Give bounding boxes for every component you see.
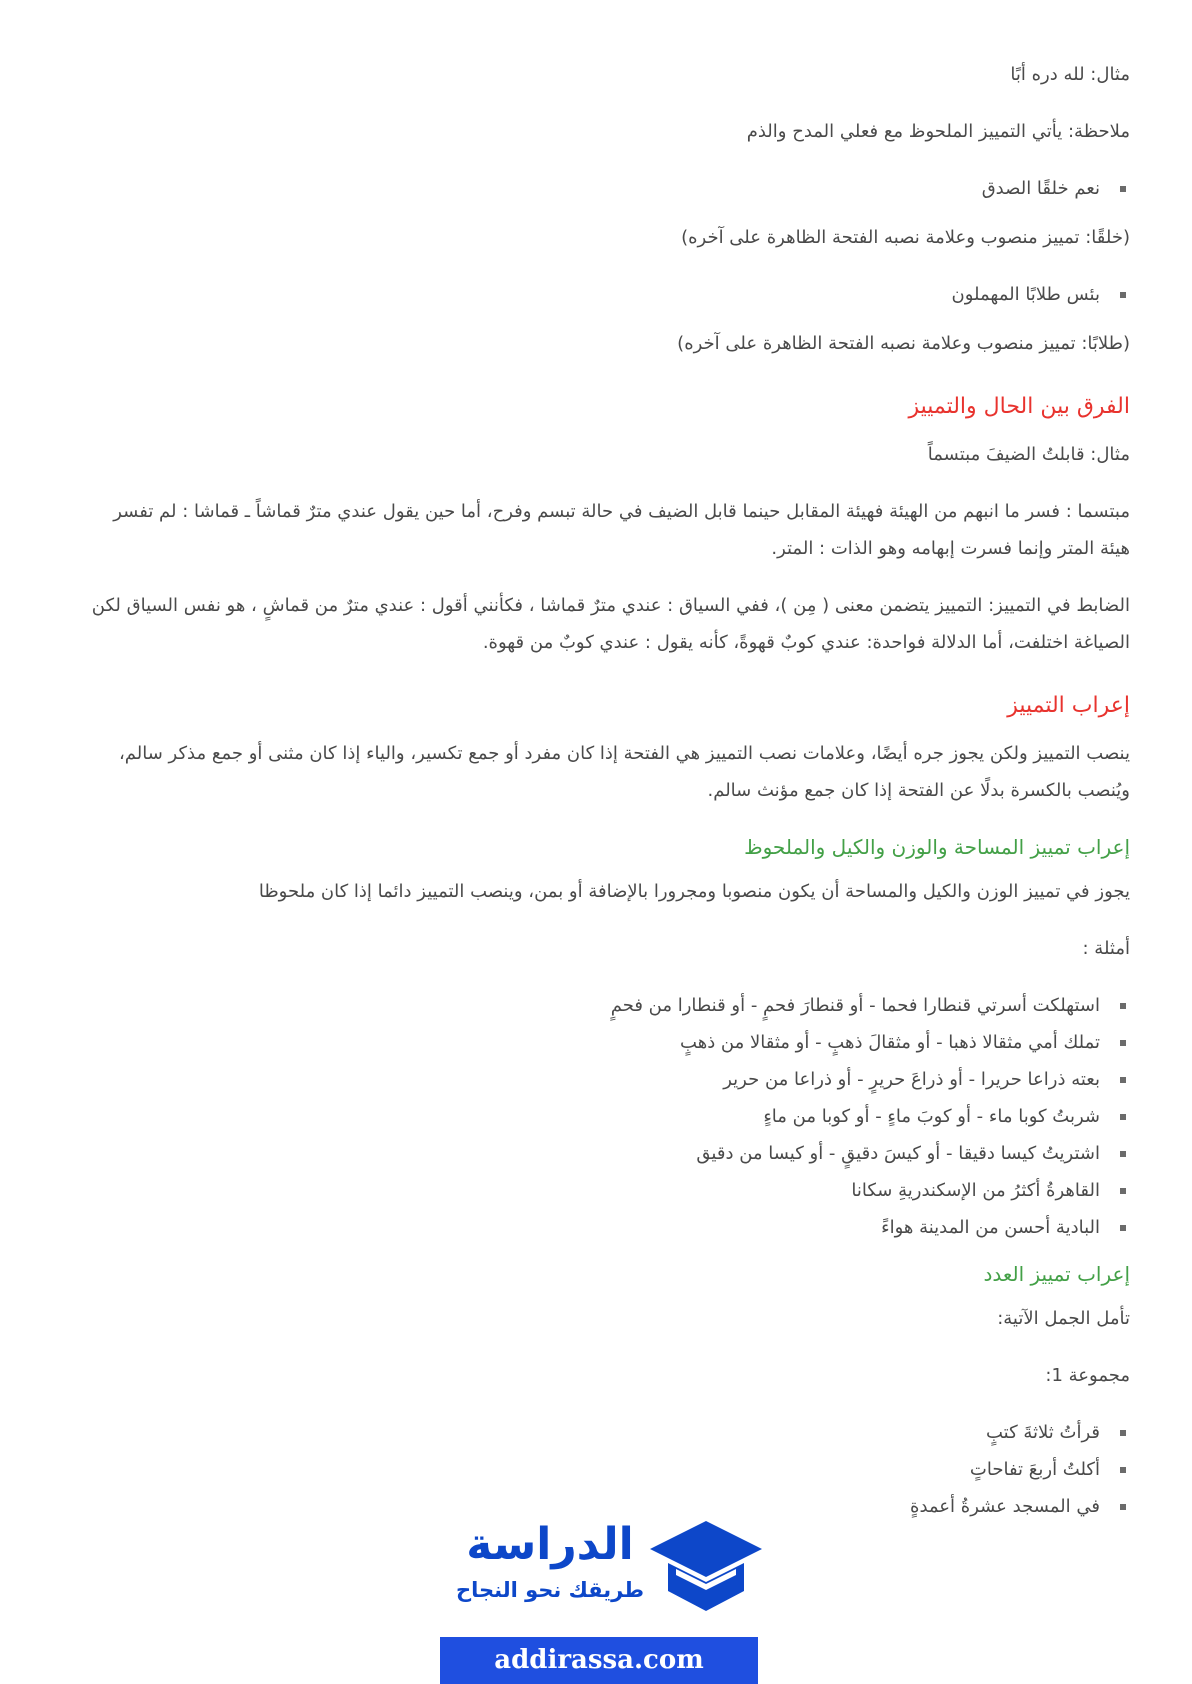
list-item: أكلتُ أربعَ تفاحاتٍ	[80, 1451, 1130, 1488]
list-item: قرأتُ ثلاثةَ كتبٍ	[80, 1414, 1130, 1451]
example-text: مثال: قابلتُ الضيفَ مبتسماً	[927, 444, 1130, 465]
list-item: البادية أحسن من المدينة هواءً	[80, 1209, 1130, 1246]
section-heading-parsing: إعراب التمييز	[1007, 693, 1130, 718]
subsection-heading-number: إعراب تمييز العدد	[983, 1262, 1130, 1286]
brand-tagline: طريقك نحو النجاح	[455, 1578, 644, 1602]
bullet-list	[80, 170, 1130, 207]
examples-list	[80, 987, 1130, 1246]
section-heading-difference: الفرق بين الحال والتمييز	[908, 394, 1130, 419]
list-item: استهلكت أسرتي قنطارا فحما - أو قنطارَ فحمٍ - أو قنطارا من فحمٍ	[80, 987, 1130, 1024]
explanation-text: (خلقًا: تمييز منصوب وعلامة نصبه الفتحة الظاهرة على آخره)	[681, 227, 1130, 248]
explanation-text: (طلابًا: تمييز منصوب وعلامة نصبه الفتحة الظاهرة على آخره)	[677, 333, 1130, 354]
paragraph: يجوز في تمييز الوزن والكيل والمساحة أن يكون منصوبا ومجرورا بالإضافة أو بمن، وينصب التمييز دائما إذا كان ملحوظا	[258, 881, 1130, 902]
list-item: القاهرةُ أكثرُ من الإسكندريةِ سكانا	[80, 1172, 1130, 1209]
list-item: بعته ذراعا حريرا - أو ذراعَ حريرٍ - أو ذراعا من حرير	[80, 1061, 1130, 1098]
list-item: اشتريتُ كيسا دقيقا - أو كيسَ دقيقٍ - أو كيسا من دقيق	[80, 1135, 1130, 1172]
list-item: نعم خلقًا الصدق	[80, 170, 1130, 207]
bullet-list	[80, 276, 1130, 313]
article-content	[80, 56, 1130, 1535]
paragraph: الضابط في التمييز: التمييز يتضمن معنى ( مِن )، ففي السياق : عندي مترٌ قماشا ، فكأنني أقول : عندي مترٌ من قماشٍ ، هو نفس السياق لكن الصياغة اختلفت، أما الدلالة فواحدة: عندي كوبٌ قهوةً، كأنه يقول : عندي كوبٌ من قهوة.	[91, 595, 1130, 653]
sentences-list	[80, 1414, 1130, 1525]
graduation-cap-icon	[646, 1519, 766, 1619]
brand-name: الدراسة	[466, 1519, 634, 1570]
example-text: مثال: لله دره أبًا	[1010, 64, 1130, 85]
site-url-bar[interactable]: addirassa.com	[440, 1637, 758, 1684]
paragraph: مبتسما : فسر ما انبهم من الهيئة فهيئة المقابل حينما قابل الضيف في حالة تبسم وفرح، أما حين يقول عندي مترٌ قماشاً ـ قماشا : لم تفسر هيئة المتر وإنما فسرت إبهامه وهو الذات : المتر.	[113, 501, 1130, 559]
list-item: بئس طلابًا المهملون	[80, 276, 1130, 313]
group-label: مجموعة 1:	[1045, 1365, 1130, 1386]
list-item: تملك أمي مثقالا ذهبا - أو مثقالَ ذهبٍ - أو مثقالا من ذهبٍ	[80, 1024, 1130, 1061]
site-logo[interactable]	[440, 1515, 770, 1625]
subsection-heading-measure: إعراب تمييز المساحة والوزن والكيل والملحوظ	[744, 835, 1130, 859]
list-item: شربتُ كوبا ماء - أو كوبَ ماءٍ - أو كوبا من ماءٍ	[80, 1098, 1130, 1135]
examples-label: أمثلة :	[1082, 938, 1130, 959]
list-item: في المسجد عشرةُ أعمدةٍ	[80, 1488, 1130, 1525]
paragraph: ينصب التمييز ولكن يجوز جره أيضًا، وعلامات نصب التمييز هي الفتحة إذا كان مفرد أو جمع تكسير، والياء إذا كان مثنى أو جمع مذكر سالم، ويُنصب بالكسرة بدلًا عن الفتحة إذا كان جمع مؤنث سالم.	[118, 743, 1130, 801]
note-text: ملاحظة: يأتي التمييز الملحوظ مع فعلي المدح والذم	[746, 121, 1130, 142]
intro-text: تأمل الجمل الآتية:	[997, 1308, 1130, 1329]
